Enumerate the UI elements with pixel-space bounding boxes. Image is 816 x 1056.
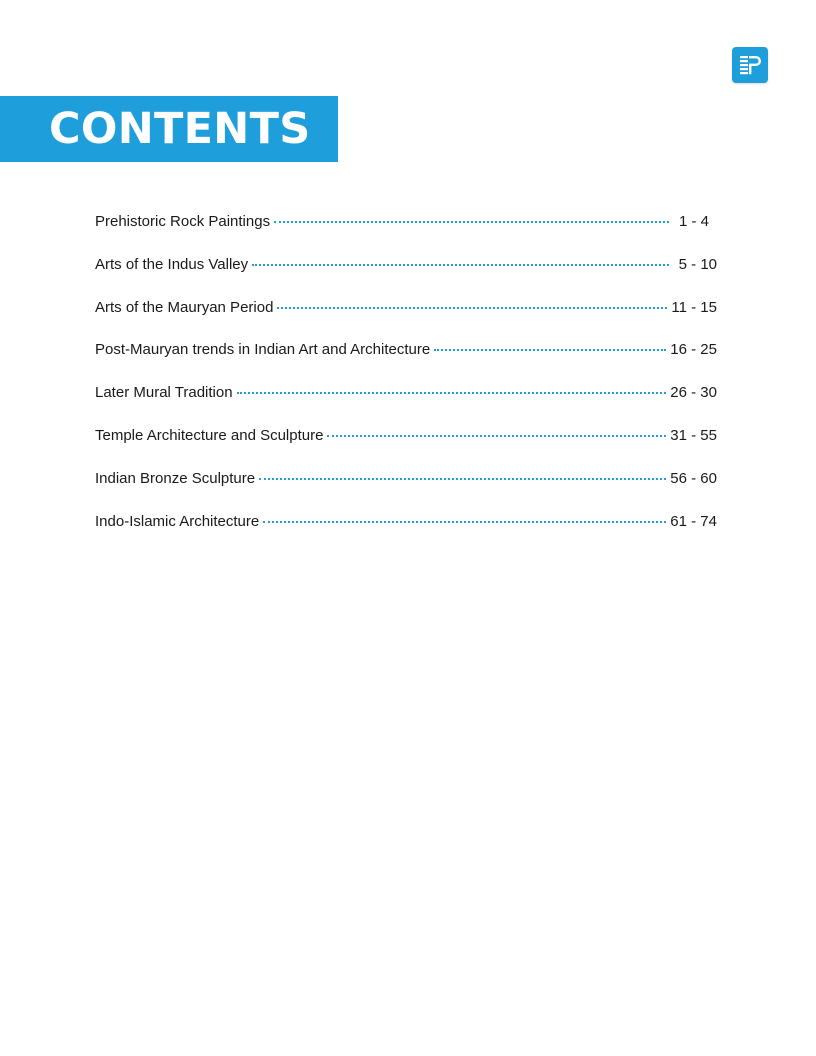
toc-entry-title: Indo-Islamic Architecture (95, 512, 260, 530)
dot-leader (237, 392, 667, 394)
toc-entry[interactable] (95, 338, 717, 381)
dot-leader (327, 435, 666, 437)
dot-leader (434, 349, 666, 351)
toc-entry-pages: 16 - 25 (670, 341, 717, 359)
toc-entry-title: Temple Architecture and Sculpture (95, 426, 324, 444)
toc-entry-pages: 56 - 60 (670, 469, 717, 487)
dot-leader (252, 264, 669, 266)
table-of-contents (95, 210, 717, 552)
toc-entry[interactable] (95, 253, 717, 296)
contents-banner (0, 96, 338, 162)
toc-entry-title: Later Mural Tradition (95, 384, 233, 402)
dot-leader (277, 307, 667, 309)
toc-entry[interactable] (95, 424, 717, 467)
p-logo-icon (732, 47, 768, 83)
toc-entry-title: Arts of the Indus Valley (95, 255, 249, 273)
toc-entry-pages: 26 - 30 (670, 384, 717, 402)
toc-entry-pages: 31 - 55 (670, 426, 717, 444)
toc-entry-pages: 5 - 10 (678, 255, 717, 273)
toc-entry-pages: 1 - 4 (678, 213, 709, 230)
dot-leader (263, 521, 666, 523)
toc-entry[interactable] (95, 381, 717, 424)
toc-entry-title: Prehistoric Rock Paintings (95, 213, 271, 230)
toc-entry[interactable] (95, 296, 717, 339)
toc-entry-title: Post-Mauryan trends in Indian Art and Architecture (95, 341, 431, 359)
toc-entry[interactable] (95, 467, 717, 510)
toc-entry-pages: 11 - 15 (671, 298, 717, 316)
toc-entry[interactable] (95, 510, 717, 553)
dot-leader (259, 478, 666, 480)
toc-entry-title: Arts of the Mauryan Period (95, 298, 274, 316)
toc-entry-title: Indian Bronze Sculpture (95, 469, 256, 487)
toc-entry-pages: 61 - 74 (670, 512, 717, 530)
dot-leader (274, 221, 669, 223)
page-title: CONTENTS (49, 104, 311, 154)
toc-entry[interactable] (95, 210, 717, 253)
